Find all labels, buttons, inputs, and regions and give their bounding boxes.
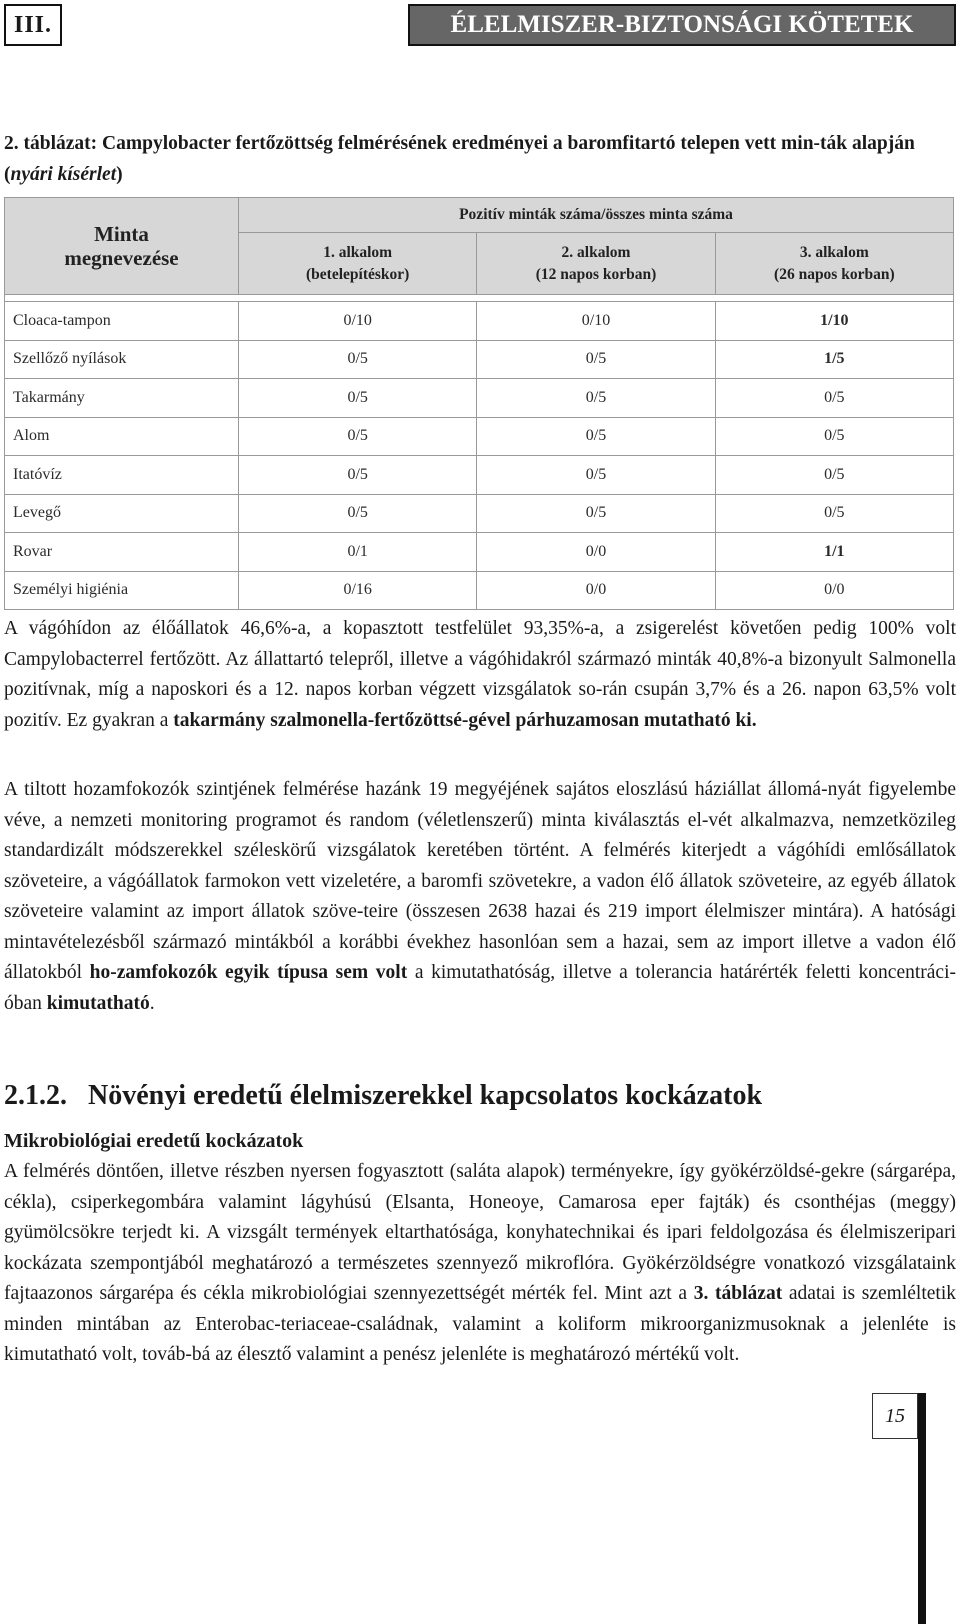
row-name: Személyi higiénia: [5, 571, 239, 610]
paragraph-campylobacter: [4, 614, 956, 736]
table-gap-cell: [5, 295, 954, 302]
paragraph3-part2: adatai is szemléltetik minden mintában az Enterobac-teriaceae-családnak, valamint a koliform mikroorganizmusoknak a jelenléte is kimutatható volt, továb-bá az élesztő valamint a penész jelenléte is meghatározó mértékű volt.: [4, 1283, 956, 1365]
row-value-2: 0/0: [477, 533, 715, 572]
row-value-3: 1/1: [715, 533, 953, 572]
row-value-3: 0/5: [715, 456, 953, 495]
header-occasion-2-line1: 2. alkalom: [561, 243, 631, 261]
paragraph2-part3: .: [149, 992, 155, 1014]
table-caption-end: ): [116, 164, 123, 185]
row-value-2: 0/0: [477, 571, 715, 610]
header-occasion-2: [477, 233, 715, 295]
row-value-1: 0/5: [239, 340, 477, 379]
row-value-2: 0/5: [477, 417, 715, 456]
page-edge-bar: [918, 1393, 926, 1624]
row-name: Levegő: [5, 494, 239, 533]
table-caption-italic: nyári kísérlet: [10, 164, 117, 185]
row-value-1: 0/5: [239, 494, 477, 533]
paragraph-microbiology: [4, 1157, 956, 1371]
section-heading: [4, 1080, 762, 1112]
table-row: [5, 340, 954, 379]
paragraph3-bold: 3. táblázat: [693, 1283, 783, 1304]
header-sample-name-line1: Minta: [94, 222, 149, 246]
campylobacter-table: [4, 197, 954, 610]
table-row: [5, 456, 954, 495]
header-occasion-2-line2: (12 napos korban): [535, 265, 657, 283]
row-value-2: 0/5: [477, 494, 715, 533]
section-number: 2.1.2.: [4, 1080, 67, 1111]
row-value-1: 0/5: [239, 417, 477, 456]
row-name: Takarmány: [5, 379, 239, 418]
row-value-3: 0/5: [715, 417, 953, 456]
paragraph3-part1: A felmérés döntően, illetve részben nyersen fogyasztott (saláta alapok) terményekre, így gyökérzöldsé-gekre (sárgarépa, cékla), csiperkegombára valamint lágyhúsú (Elsanta, Honeoye, Camarosa eper fajták) és csonthéjas (meggy) gyümölcsökre terjedt ki. A vizsgált termények eltarthatósága, konyhatechnikai és ipari feldolgozása és élelmiszeripari kockázata szempontjából meghatározó a természetes szennyező mikroflóra. Gyökérzöldségre vonatkozó vizsgálataink fajtaazonos sárgarépa és cékla mikrobiológiai szennyezettségét mérték fel. Mint azt a: [4, 1161, 956, 1304]
paragraph-hormones: [4, 775, 956, 1019]
header-occasion-1-line1: 1. alkalom: [323, 243, 393, 261]
row-value-2: 0/5: [477, 456, 715, 495]
row-name: Szellőző nyílások: [5, 340, 239, 379]
paragraph2-part2: a kimutathatóság, illetve a tolerancia határérték feletti koncentráci-óban: [4, 962, 956, 1014]
page-number: 15: [872, 1393, 918, 1439]
table-gap-row: [5, 295, 954, 302]
header-positive-group: Pozitív minták száma/összes minta száma: [239, 198, 954, 233]
row-value-3: 1/5: [715, 340, 953, 379]
table-row: [5, 302, 954, 341]
paragraph2-bold2: kimutatható: [46, 992, 150, 1014]
row-value-2: 0/5: [477, 340, 715, 379]
chapter-number: III.: [4, 4, 62, 46]
table-row: [5, 533, 954, 572]
section-title: Növényi eredetű élelmiszerekkel kapcsolatos kockázatok: [88, 1080, 763, 1111]
row-value-1: 0/5: [239, 456, 477, 495]
row-name: Alom: [5, 417, 239, 456]
paragraph1-bold: takarmány szalmonella-fertőzöttsé-gével párhuzamosan mutatható ki.: [173, 709, 757, 731]
table-row: [5, 417, 954, 456]
row-value-1: 0/16: [239, 571, 477, 610]
row-value-1: 0/5: [239, 379, 477, 418]
row-value-3: 1/10: [715, 302, 953, 341]
row-name: Itatóvíz: [5, 456, 239, 495]
table-row: [5, 571, 954, 610]
header-sample-name: [5, 198, 239, 295]
header-occasion-3-line2: (26 napos korban): [774, 265, 895, 283]
row-value-3: 0/5: [715, 494, 953, 533]
paragraph2-part1: A tiltott hozamfokozók szintjének felmérése hazánk 19 megyéjének sajátos eloszlású háziállat állomá-nyát figyelembe véve, a nemzeti monitoring programot és random (véletlenszerű) minta kiválasztás el-vét alkalmazva, nemzetközileg standardizált módszerekkel széleskörű vizsgálatok keretében történt. A felmérés kiterjedt a vágóhídi emlősállatok szöveteire, a vágóállatok farmokon vett vizeletére, a baromfi szövetekre, a vadon élő állatok szöveteire, az egyéb állatok szöveteire valamint az import állatok szöve-teire (összesen 2638 hazai és 219 import élelmiszer mintára). A hatósági mintavételezésből származó mintákból a korábbi évekhez hasonlóan sem a hazai, sem az import illetve a vadon élő állatokból: [4, 779, 956, 983]
volume-title: ÉLELMISZER-BIZTONSÁGI KÖTETEK: [408, 4, 956, 46]
row-value-2: 0/5: [477, 379, 715, 418]
row-name: Rovar: [5, 533, 239, 572]
row-value-1: 0/1: [239, 533, 477, 572]
header-occasion-3: [715, 233, 953, 295]
paragraph1-text: A vágóhídon az élőállatok 46,6%-a, a kopasztott testfelület 93,35%-a, a zsigerelést követően pedig 100% volt Campylobacterrel fertőzött. Az állattartó telepről, illetve a vágóhidakról származó minták 40,8%-a bizonyult Salmonella pozitívnak, míg a naposkori és a 12. napos korban végzett vizsgálatok so-rán csupán 3,7% és a 26. napon 63,5% volt pozitív. Ez gyakran a: [4, 618, 956, 731]
header-occasion-1: [239, 233, 477, 295]
header-occasion-1-line2: (betelepítéskor): [306, 265, 410, 283]
paragraph2-bold1: ho-zamfokozók egyik típusa sem volt: [89, 962, 408, 983]
subsection-heading: Mikrobiológiai eredetű kockázatok: [4, 1130, 304, 1152]
header-occasion-3-line1: 3. alkalom: [799, 243, 869, 261]
header-sample-name-line2: megnevezése: [64, 246, 179, 270]
table-row: [5, 379, 954, 418]
table-caption: [4, 128, 954, 190]
row-value-3: 0/5: [715, 379, 953, 418]
table-row: [5, 494, 954, 533]
row-value-1: 0/10: [239, 302, 477, 341]
table-caption-main: 2. táblázat: Campylobacter fertőzöttség felmérésének eredményei a baromfitartó telepen vett min-ták alapján (: [4, 133, 915, 185]
row-value-2: 0/10: [477, 302, 715, 341]
row-name: Cloaca-tampon: [5, 302, 239, 341]
row-value-3: 0/0: [715, 571, 953, 610]
